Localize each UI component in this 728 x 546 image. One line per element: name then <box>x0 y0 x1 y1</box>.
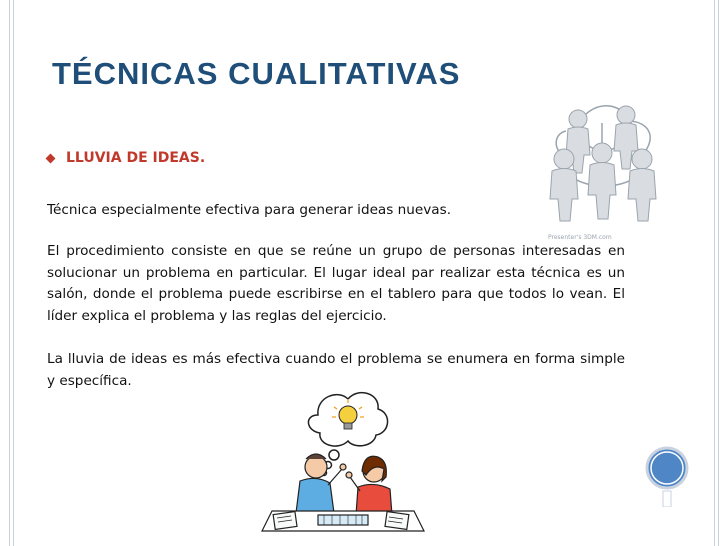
bullet-text: LLUVIA DE IDEAS. <box>66 150 206 166</box>
slide-title: TÉCNICAS CUALITATIVAS <box>52 56 461 91</box>
watermark-text: Presenter's 3DM.com <box>548 234 612 241</box>
right-frame-line-inner <box>714 0 715 546</box>
connected-people-icon <box>546 93 662 243</box>
corner-circle-ornament <box>642 443 692 507</box>
paragraph-procedure: El procedimiento consiste en que se reúne un grupo de personas interesadas en solucionar un problema en particular. El lugar ideal par realizar esta técnica es un salón, donde el problema puede escribirse en el tablero para que todos lo vean. El líder explica el problema y las reglas del ejercicio. <box>47 243 625 325</box>
left-frame-line-inner <box>13 0 14 546</box>
brainstorm-cartoon-icon <box>258 385 428 546</box>
paragraph-definition: Técnica especialmente efectiva para generar ideas nuevas. <box>47 202 452 218</box>
right-frame-line <box>718 0 719 546</box>
left-frame-line <box>9 0 10 546</box>
bullet-item <box>47 150 205 166</box>
paragraph-effectiveness: La lluvia de ideas es más efectiva cuando el problema se enumera en forma simple y específica. <box>47 351 625 389</box>
diamond-bullet-icon <box>46 153 56 163</box>
